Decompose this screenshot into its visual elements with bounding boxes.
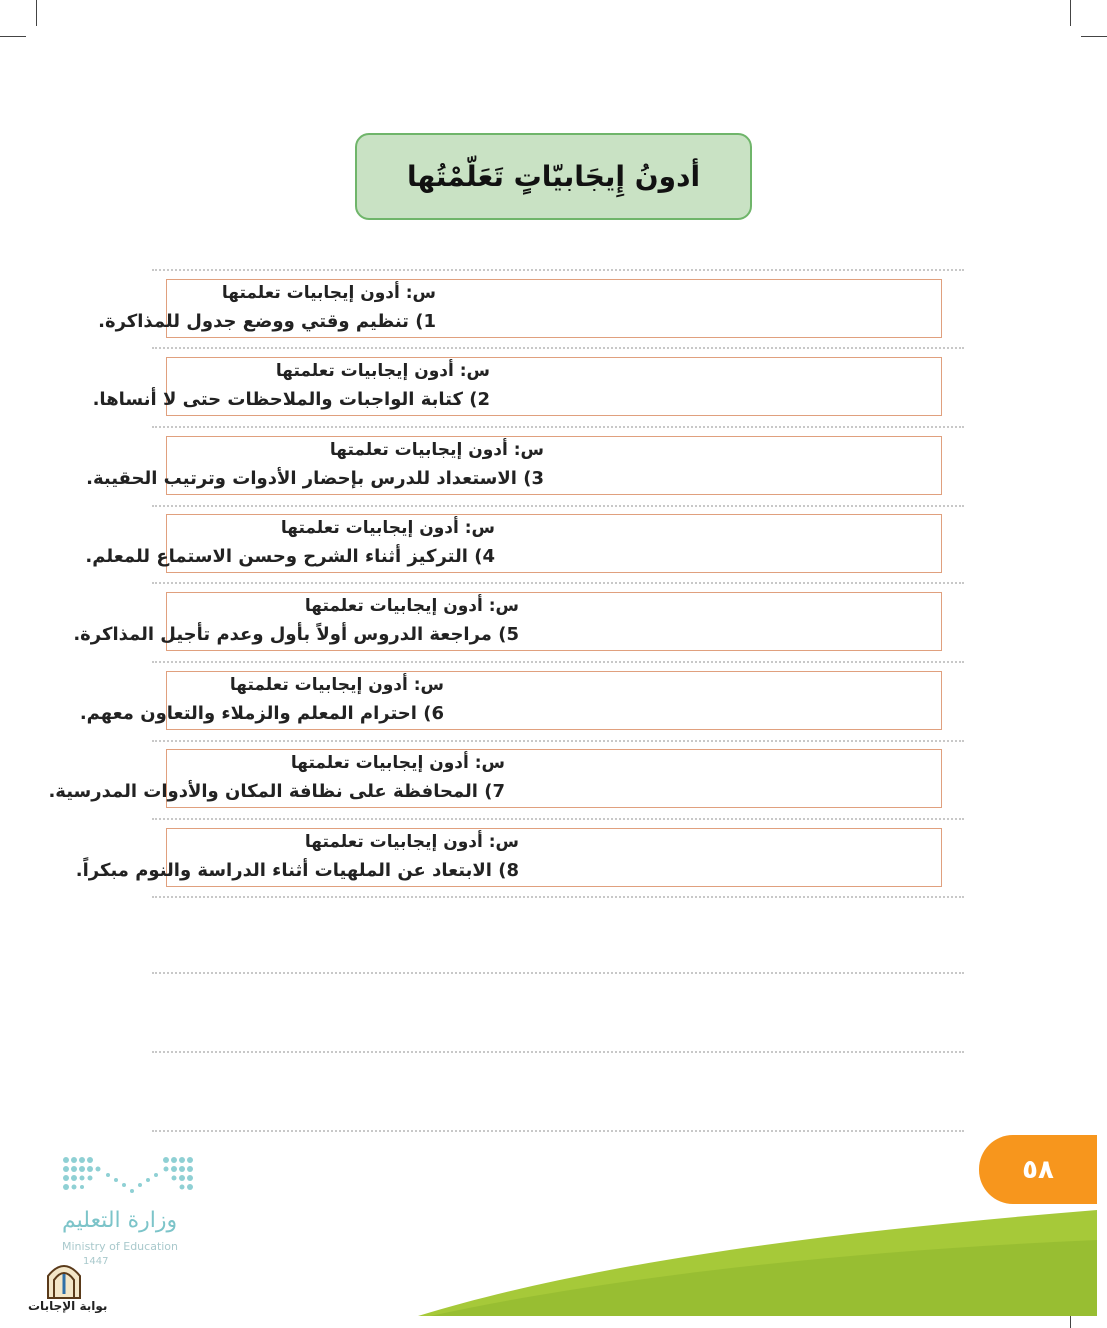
answer-text: 5) مراجعة الدروس أولاً بأول وعدم تأجيل المذاكرة.	[73, 624, 519, 645]
watermark-logo-icon	[42, 1256, 86, 1300]
dotted-line	[152, 426, 964, 428]
answer-box	[48, 749, 942, 808]
dotted-line	[152, 661, 964, 663]
page-number-tab	[979, 1135, 1097, 1204]
question-text: س: أدون إيجابيات تعلمتها	[329, 440, 544, 460]
question-text: س: أدون إيجابيات تعلمتها	[290, 753, 505, 773]
dotted-line	[152, 269, 964, 271]
dotted-line	[152, 582, 964, 584]
question-text: س: أدون إيجابيات تعلمتها	[304, 832, 519, 852]
dotted-line	[152, 818, 964, 820]
answer-text: 4) التركيز أثناء الشرح وحسن الاستماع للمعلم.	[85, 546, 495, 567]
ministry-logo-icon	[62, 1155, 202, 1200]
crop-mark	[1070, 0, 1071, 26]
ministry-name-ar: وزارة التعليم	[62, 1208, 178, 1233]
question-text: س: أدون إيجابيات تعلمتها	[221, 283, 436, 303]
answer-box	[73, 592, 942, 651]
watermark-text: بوابة الإجابات	[28, 1299, 108, 1313]
dotted-line	[152, 972, 964, 974]
title-box	[355, 133, 752, 220]
page-number: ٥٨	[1022, 1154, 1054, 1185]
answer-text: 3) الاستعداد للدرس بإحضار الأدوات وترتيب الحقيبة.	[86, 468, 544, 489]
dotted-line	[152, 896, 964, 898]
dotted-line	[152, 505, 964, 507]
dotted-line	[152, 347, 964, 349]
answer-text: 7) المحافظة على نظافة المكان والأدوات المدرسية.	[48, 781, 505, 802]
dotted-line	[152, 1051, 964, 1053]
answer-box	[85, 514, 942, 573]
answer-box	[79, 671, 942, 730]
dotted-line	[152, 1130, 964, 1132]
ministry-year: 1447	[83, 1256, 109, 1267]
crop-mark	[1081, 36, 1107, 37]
answer-text: 6) احترام المعلم والزملاء والتعاون معهم.	[79, 703, 444, 724]
crop-mark	[1070, 1302, 1071, 1328]
page-title: أدونُ إِيجَابيّاتٍ تَعَلّمْتُها	[406, 160, 701, 193]
answer-box	[75, 828, 942, 887]
dotted-line	[152, 740, 964, 742]
question-text: س: أدون إيجابيات تعلمتها	[304, 596, 519, 616]
answer-text: 1) تنظيم وقتي ووضع جدول للمذاكرة.	[98, 311, 436, 332]
question-text: س: أدون إيجابيات تعلمتها	[280, 518, 495, 538]
crop-mark	[0, 36, 26, 37]
question-text: س: أدون إيجابيات تعلمتها	[275, 361, 490, 381]
crop-mark	[36, 0, 37, 26]
question-text: س: أدون إيجابيات تعلمتها	[229, 675, 444, 695]
answer-box	[92, 357, 942, 416]
answer-box	[98, 279, 942, 338]
answer-text: 2) كتابة الواجبات والملاحظات حتى لا أنساها.	[92, 389, 490, 410]
answer-box	[86, 436, 942, 495]
ministry-name-en: Ministry of Education	[62, 1240, 179, 1253]
answer-text: 8) الابتعاد عن الملهيات أثناء الدراسة والنوم مبكراً.	[75, 860, 519, 881]
